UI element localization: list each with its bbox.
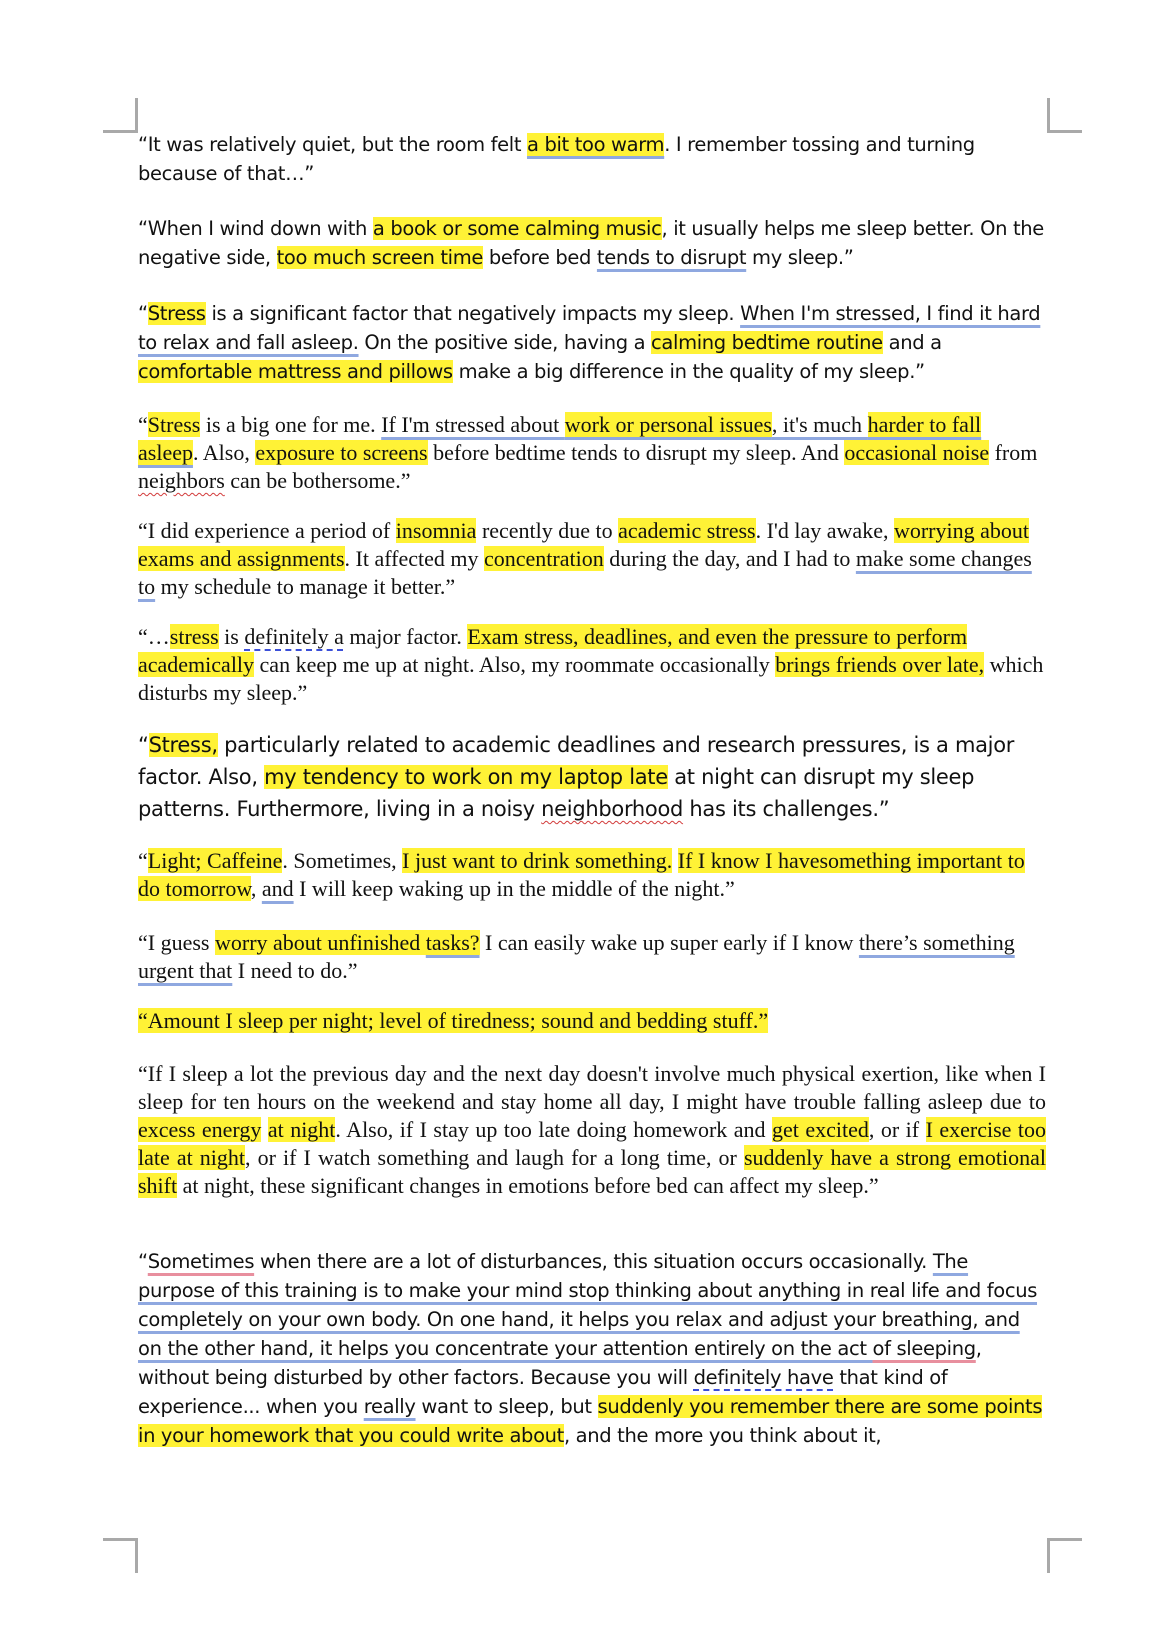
highlight: a bit too warm bbox=[527, 133, 665, 156]
grammar-flag: Sometimes bbox=[147, 1250, 255, 1273]
highlight: calming bedtime routine bbox=[651, 331, 883, 354]
page-corner-mark bbox=[103, 1538, 138, 1573]
page-corner-mark bbox=[103, 98, 138, 133]
grammar-suggestion: If I'm stressed about bbox=[381, 412, 565, 437]
highlight: work or personal issues bbox=[564, 412, 772, 437]
highlight: excess energy bbox=[138, 1117, 262, 1142]
grammar-suggestion: really bbox=[363, 1395, 416, 1418]
quote-paragraph-8[interactable]: “Light; Caffeine. Sometimes, I just want to drink something. If I know I havesomething important to do tomorrow, and I will keep waking up in the middle of the night.” bbox=[138, 848, 1025, 901]
grammar-suggestion: tends to disrupt bbox=[596, 246, 747, 269]
page-corner-mark bbox=[1047, 1538, 1082, 1573]
highlight: my tendency to work on my laptop late bbox=[264, 765, 668, 789]
quote-paragraph-6[interactable]: “…stress is definitely a major factor. Exam stress, deadlines, and even the pressure to perform academically can keep me up at night. Also, my roommate occasionally brings friends over late, which disturbs my sleep.” bbox=[138, 624, 1044, 705]
quote-paragraph-7[interactable]: “Stress, particularly related to academic deadlines and research pressures, is a major factor. Also, my tendency to work on my laptop late at night can disrupt my sleep patterns. Furthermore, living in a noisy neighborhood has its challenges.” bbox=[138, 733, 1015, 821]
highlight: exposure to screens bbox=[255, 440, 428, 465]
spelling-flag: neighborhood bbox=[541, 797, 684, 821]
quote-paragraph-11[interactable]: “If I sleep a lot the previous day and the next day doesn't involve much physical exertion, like when I sleep for ten hours on the weekend and stay home all day, I might have trouble falling asleep due to excess energy at night. Also, if I stay up too late doing homework and get excited, or if I exercise too late at night, or if I watch something and laugh for a long time, or suddenly have a strong emotional shift at night, these significant changes in emotions before bed can affect my sleep.” bbox=[138, 1061, 1047, 1198]
highlight: suddenly you remember there are some points in your homework that you could write about bbox=[138, 1395, 1043, 1447]
highlight: concentration bbox=[484, 546, 604, 571]
highlight: tasks? bbox=[425, 930, 480, 955]
highlight: occasional noise bbox=[844, 440, 990, 465]
highlight: Stress bbox=[147, 302, 206, 325]
highlight: Stress bbox=[147, 412, 201, 437]
quote-paragraph-1[interactable]: “It was relatively quiet, but the room felt a bit too warm. I remember tossing and turning because of that…” bbox=[138, 133, 975, 185]
grammar-suggestion: The purpose of this training is to make your mind stop thinking about anything in real life and focus completely on your own body. On one hand, it helps you relax and adjust your breathing, and on the other hand, it helps you concentrate your attention entirely on the act bbox=[138, 1250, 1038, 1360]
highlight: If I know I havesomething important to do tomorrow bbox=[138, 848, 1025, 901]
grammar-suggestion: When I'm stressed, I find it hard to relax and fall asleep. bbox=[138, 302, 1041, 354]
highlight: Light; Caffeine bbox=[147, 848, 283, 873]
highlight: comfortable mattress and pillows bbox=[138, 360, 453, 383]
highlight: stress bbox=[169, 624, 219, 649]
highlight: get excited bbox=[772, 1117, 869, 1142]
highlight: brings friends over late, bbox=[775, 652, 985, 677]
quote-paragraph-12[interactable]: “Sometimes when there are a lot of disturbances, this situation occurs occasionally. The purpose of this training is to make your mind stop thinking about anything in real life and focus completely on your own body. On one hand, it helps you relax and adjust your breathing, and on the other hand, it helps you concentrate your attention entirely on the act of sleeping, without being disturbed by other factors. Because you will definitely have that kind of experience... when you really want to sleep, but suddenly you remember there are some points in your homework that you could write about, and the more you think about it, bbox=[138, 1250, 1043, 1447]
highlight: Exam stress, deadlines, and even the pressure to perform academically bbox=[138, 624, 968, 677]
highlight: academic stress bbox=[618, 518, 756, 543]
page-corner-mark bbox=[1047, 98, 1082, 133]
spelling-flag: neighbors bbox=[138, 468, 225, 493]
highlight: Stress, bbox=[148, 733, 218, 757]
grammar-suggestion: make some changes to bbox=[138, 546, 1032, 599]
quote-paragraph-2[interactable]: “When I wind down with a book or some calming music, it usually helps me sleep better. On the negative side, too much screen time before bed tends to disrupt my sleep.” bbox=[138, 217, 1044, 269]
grammar-suggestion: and bbox=[261, 876, 294, 901]
highlight: worry about unfinished bbox=[214, 930, 426, 955]
highlight: I just want to drink something. bbox=[402, 848, 673, 873]
quote-paragraph-5[interactable]: “I did experience a period of insomnia recently due to academic stress. I'd lay awake, worrying about exams and assignments. It affected my concentration during the day, and I had to make some changes to my schedule to manage it better.” bbox=[138, 518, 1032, 599]
style-flag: definitely have bbox=[693, 1366, 834, 1389]
highlight: at night bbox=[267, 1117, 336, 1142]
highlight: harder to fall asleep bbox=[138, 412, 982, 465]
highlight: too much screen time bbox=[276, 246, 484, 269]
style-flag: definitely a bbox=[244, 624, 344, 649]
highlight: “Amount I sleep per night; level of tiredness; sound and bedding stuff.” bbox=[138, 1008, 769, 1033]
highlight: suddenly have a strong emotional shift bbox=[138, 1145, 1047, 1198]
highlight: a book or some calming music bbox=[372, 217, 662, 240]
highlight: worrying about exams and assignments bbox=[138, 518, 1029, 571]
quote-paragraph-10[interactable] bbox=[138, 1007, 1046, 1035]
quote-paragraph-3[interactable]: “Stress is a significant factor that negatively impacts my sleep. When I'm stressed, I find it hard to relax and fall asleep. On the positive side, having a calming bedtime routine and a comfortable mattress and pillows make a big difference in the quality of my sleep.” bbox=[138, 302, 1041, 383]
highlight: insomnia bbox=[395, 518, 477, 543]
grammar-suggestion: there’s something urgent that bbox=[138, 930, 1015, 983]
quote-paragraph-4[interactable]: “Stress is a big one for me. If I'm stressed about work or personal issues, it's much harder to fall asleep. Also, exposure to screens before bedtime tends to disrupt my sleep. And occasional noise from neighbors can be bothersome.” bbox=[138, 412, 1038, 493]
quote-paragraph-9[interactable]: “I guess worry about unfinished tasks? I can easily wake up super early if I know there’s something urgent that I need to do.” bbox=[138, 930, 1015, 983]
highlight: I exercise too late at night bbox=[138, 1117, 1047, 1170]
grammar-flag: of sleeping bbox=[872, 1337, 976, 1360]
